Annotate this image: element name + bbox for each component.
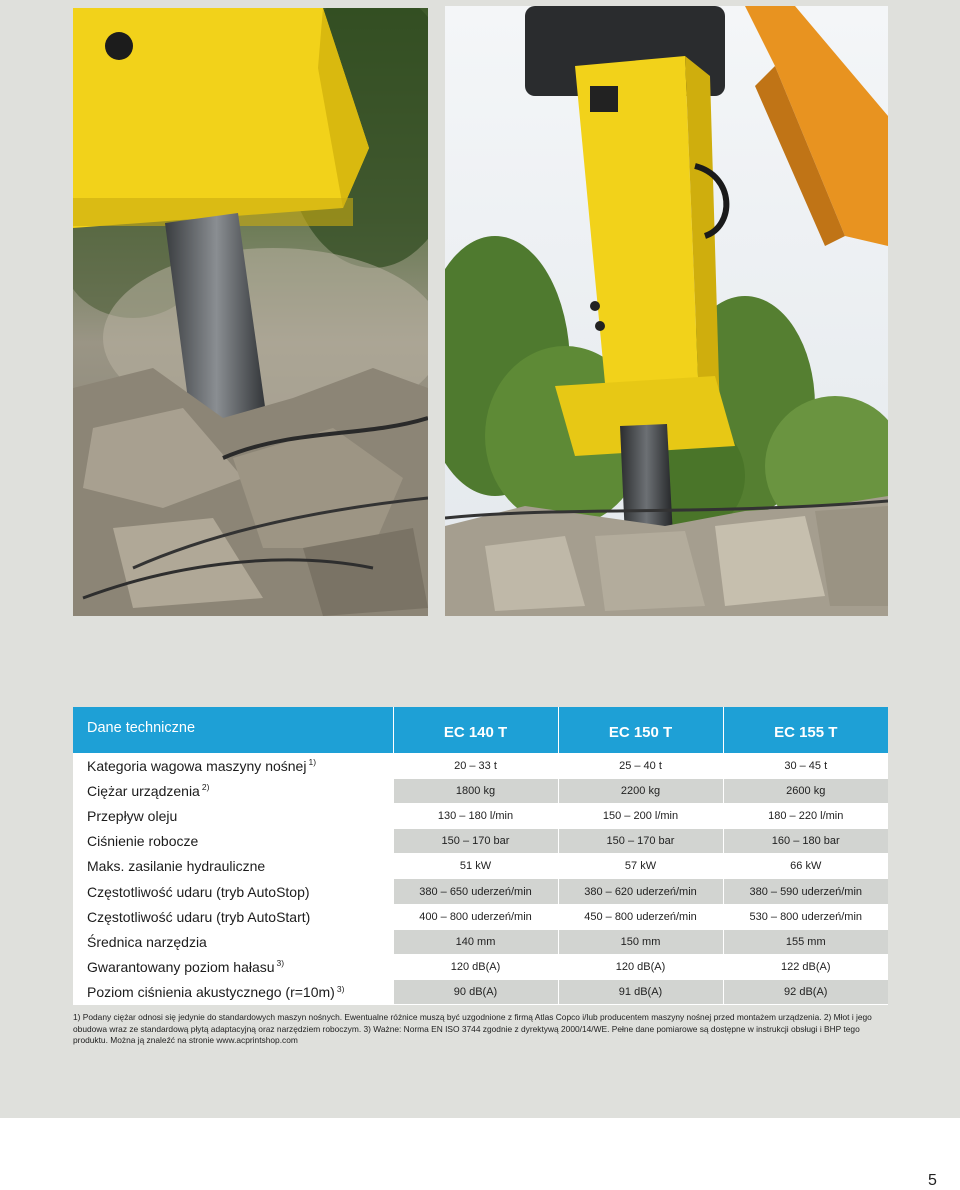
cell-value: 150 mm (558, 929, 723, 954)
header-model-ec155t: EC 155 T (723, 707, 888, 753)
cell-value: 380 – 590 uderzeń/min (723, 879, 888, 904)
spec-table (73, 707, 888, 1005)
cell-value: 450 – 800 uderzeń/min (558, 904, 723, 929)
cell-value: 120 dB(A) (393, 955, 558, 980)
table-row (73, 854, 888, 879)
spec-table-header (73, 707, 888, 753)
cell-value: 1800 kg (393, 778, 558, 803)
header-label: Dane techniczne (73, 707, 393, 753)
cell-value: 150 – 200 l/min (558, 803, 723, 828)
footnote-ref: 2) (201, 782, 210, 793)
cell-value: 2200 kg (558, 778, 723, 803)
row-label-text: Maks. zasilanie hydrauliczne (87, 858, 266, 875)
row-label-text: Kategoria wagowa maszyny nośnej (87, 757, 307, 774)
row-label (73, 955, 393, 980)
table-row (73, 829, 888, 854)
cell-value: 92 dB(A) (723, 980, 888, 1005)
cell-value: 20 – 33 t (393, 753, 558, 778)
cell-value: 160 – 180 bar (723, 829, 888, 854)
row-label (73, 879, 393, 904)
table-row (73, 955, 888, 980)
footnote: 1) Podany ciężar odnosi się jedynie do standardowych maszyn nośnych. Ewentualne różnice muszą być uzgodnione z firmą Atlas Copco i/lub producentem maszyny nośnej przed montażem urządzenia. 2) Młot i jego obudowa wraz ze standardową płytą adaptacyjną oraz narzędziem roboczym. 3) Ważne: Norma EN ISO 3744 zgodnie z dyrektywą 2000/14/WE. Pełne dane pomiarowe są dostępne w instrukcji obsługi i BHP tego produktu. Można ją znaleźć na stronie www.acprintshop.com (73, 1012, 872, 1045)
table-row (73, 929, 888, 954)
row-label (73, 829, 393, 854)
cell-value: 530 – 800 uderzeń/min (723, 904, 888, 929)
table-row (73, 778, 888, 803)
cell-value: 120 dB(A) (558, 955, 723, 980)
cell-value: 150 – 170 bar (558, 829, 723, 854)
row-label (73, 753, 393, 778)
row-label-text: Gwarantowany poziom hałasu (87, 959, 275, 976)
row-label-text: Ciśnienie robocze (87, 833, 199, 850)
row-label (73, 778, 393, 803)
row-label (73, 904, 393, 929)
cell-value: 2600 kg (723, 778, 888, 803)
cell-value: 25 – 40 t (558, 753, 723, 778)
cell-value: 180 – 220 l/min (723, 803, 888, 828)
row-label (73, 980, 393, 1005)
spec-table-body (73, 753, 888, 1005)
page-number: 5 (928, 1172, 937, 1189)
cell-value: 380 – 650 uderzeń/min (393, 879, 558, 904)
table-row (73, 980, 888, 1005)
row-label-text: Częstotliwość udaru (tryb AutoStart) (87, 908, 311, 925)
photo-breaker-closeup (73, 8, 428, 616)
row-label-text: Poziom ciśnienia akustycznego (r=10m) (87, 984, 335, 1001)
cell-value: 130 – 180 l/min (393, 803, 558, 828)
row-label (73, 803, 393, 828)
cell-value: 150 – 170 bar (393, 829, 558, 854)
footnote-ref: 3) (276, 958, 285, 969)
cell-value: 90 dB(A) (393, 980, 558, 1005)
cell-value: 91 dB(A) (558, 980, 723, 1005)
cell-value: 66 kW (723, 854, 888, 879)
cell-value: 155 mm (723, 929, 888, 954)
row-label-text: Częstotliwość udaru (tryb AutoStop) (87, 883, 310, 900)
cell-value: 400 – 800 uderzeń/min (393, 904, 558, 929)
table-row (73, 879, 888, 904)
table-row (73, 904, 888, 929)
cell-value: 140 mm (393, 929, 558, 954)
footnote-ref: 3) (336, 983, 345, 994)
cell-value: 51 kW (393, 854, 558, 879)
cell-value: 122 dB(A) (723, 955, 888, 980)
header-model-ec150t: EC 150 T (558, 707, 723, 753)
cell-value: 57 kW (558, 854, 723, 879)
row-label-text: Średnica narzędzia (87, 933, 207, 950)
row-label (73, 854, 393, 879)
row-label (73, 929, 393, 954)
cell-value: 380 – 620 uderzeń/min (558, 879, 723, 904)
table-row (73, 753, 888, 778)
header-model-ec140t: EC 140 T (393, 707, 558, 753)
footnote-ref: 1) (308, 756, 317, 767)
photo-breaker-excavator (445, 6, 888, 616)
table-row (73, 803, 888, 828)
row-label-text: Przepływ oleju (87, 807, 178, 824)
row-label-text: Ciężar urządzenia (87, 782, 200, 799)
cell-value: 30 – 45 t (723, 753, 888, 778)
